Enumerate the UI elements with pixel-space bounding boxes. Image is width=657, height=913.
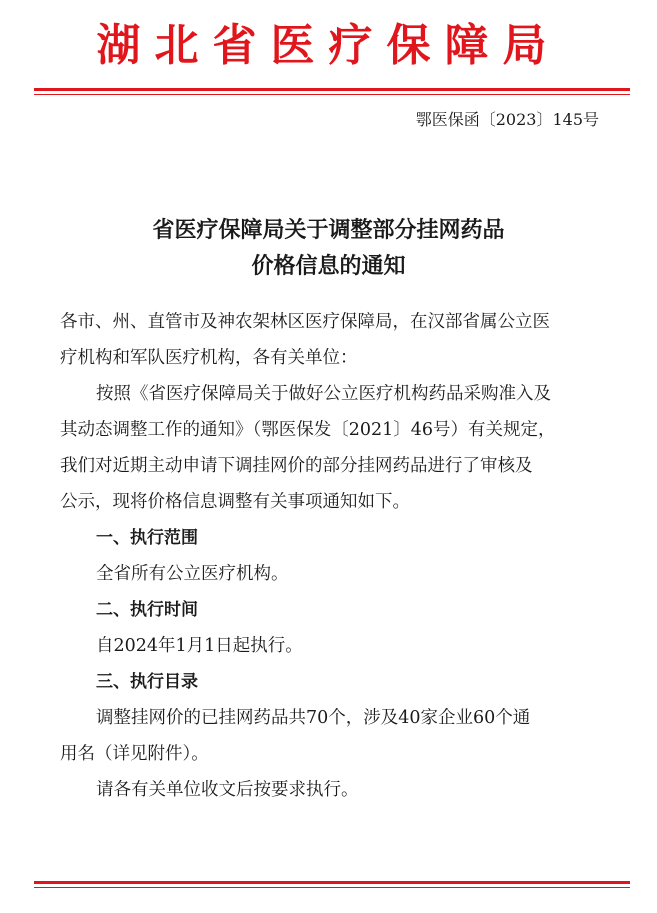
addressee-line-1: 各市、州、直管市及神农架林区医疗保障局，在汉部省属公立医	[60, 312, 550, 332]
section-heading-catalog: 三、执行目录	[96, 672, 198, 692]
bottom-red-rule	[34, 881, 630, 884]
notice-title	[0, 212, 657, 284]
bottom-red-rule-thin	[34, 887, 630, 888]
closing-text: 请各有关单位收文后按要求执行。	[96, 780, 359, 800]
intro-line-2: 其动态调整工作的通知》（鄂医保发〔2021〕46号）有关规定，	[60, 420, 556, 440]
section-text-time: 自2024年1月1日起执行。	[96, 636, 303, 656]
intro-line-4: 公示，现将价格信息调整有关事项通知如下。	[60, 492, 410, 512]
top-red-rule-thin	[34, 94, 630, 95]
section-heading-scope: 一、执行范围	[96, 528, 198, 548]
document-number: 鄂医保函〔2023〕145号	[415, 110, 599, 129]
intro-line-1: 按照《省医疗保障局关于做好公立医疗机构药品采购准入及	[96, 384, 551, 404]
section-text-scope: 全省所有公立医疗机构。	[96, 564, 289, 584]
section-text-catalog-line-2: 用名（详见附件）。	[60, 744, 209, 764]
masthead-title: 湖北省医疗保障局	[96, 20, 561, 71]
notice-title-line-1: 省医疗保障局关于调整部分挂网药品	[152, 217, 505, 243]
section-text-catalog-line-1: 调整挂网价的已挂网药品共70个，涉及40家企业60个通	[96, 708, 531, 728]
notice-body	[60, 304, 605, 808]
top-red-rule	[34, 88, 630, 91]
addressee-line-2: 疗机构和军队医疗机构，各有关单位：	[60, 348, 358, 368]
notice-title-line-2: 价格信息的通知	[251, 253, 406, 279]
intro-line-3: 我们对近期主动申请下调挂网价的部分挂网药品进行了审核及	[60, 456, 533, 476]
section-heading-time: 二、执行时间	[96, 600, 198, 620]
